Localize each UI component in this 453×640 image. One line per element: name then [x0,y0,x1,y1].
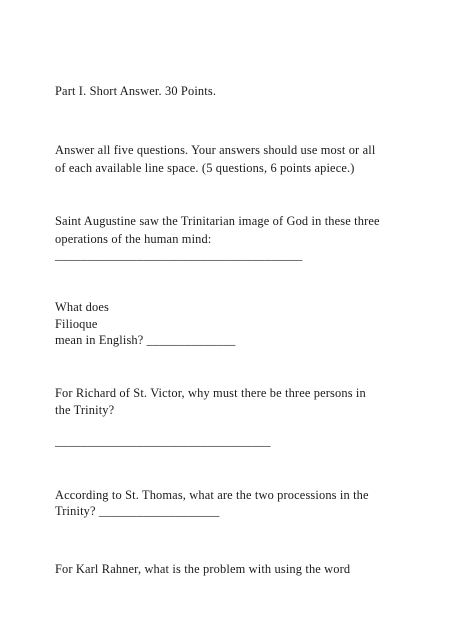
question-2-line-3: mean in English? ______________ [55,333,236,347]
question-2-line-1: What does [55,300,109,314]
instructions-line-2: of each available line space. (5 questions, 6 points apiece.) [55,161,355,175]
section-heading: Part I. Short Answer. 30 Points. [55,84,217,98]
question-5-line-1: For Karl Rahner, what is the problem with using the word [55,562,351,576]
question-3-line-1: For Richard of St. Victor, why must there be three persons in [55,386,366,400]
question-3-line-2: the Trinity? [55,403,115,417]
instructions-line-1: Answer all five questions. Your answers should use most or all [55,143,376,157]
question-4-line-1: According to St. Thomas, what are the two processions in the [55,488,369,502]
question-1-answer-blank: _______________________________________ [55,248,303,262]
question-2-line-2: Filioque [55,317,98,331]
question-3-answer-blank: __________________________________ [55,434,271,448]
question-1-line-1: Saint Augustine saw the Trinitarian image of God in these three [55,214,380,228]
question-4-line-2: Trinity? ___________________ [55,504,220,518]
question-1-line-2: operations of the human mind: [55,232,212,246]
